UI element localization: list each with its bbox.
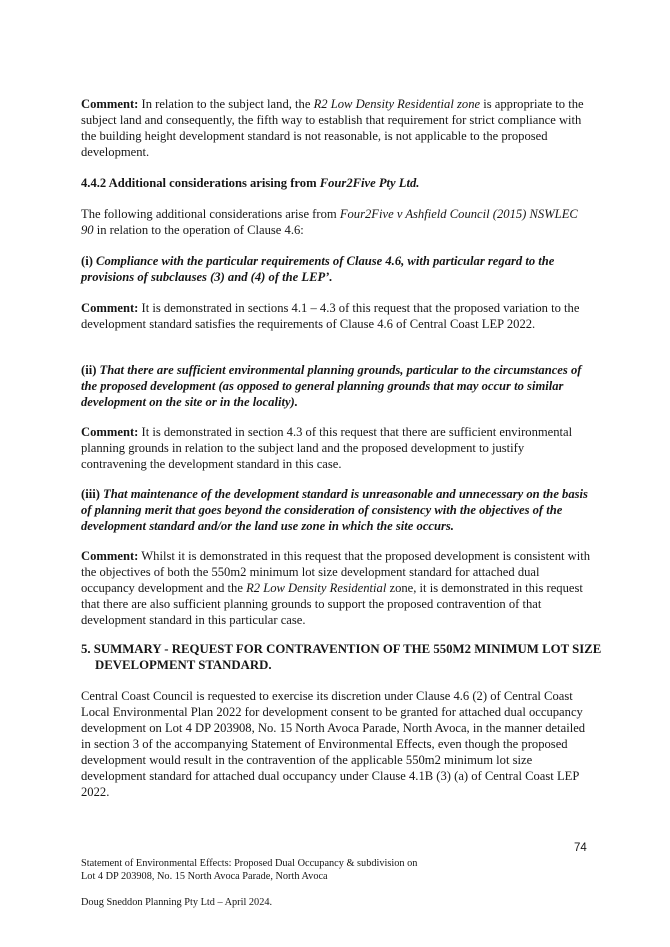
item-text: Compliance with the particular requirements of Clause 4.6, with particular regard to the provisions of subclauses (3) and (4) of the LEP’. (81, 254, 555, 284)
section-heading-5: 5. SUMMARY - REQUEST FOR CONTRAVENTION OF THE 550M2 MINIMUM LOT SIZE DEVELOPMENT STANDARD. (81, 642, 602, 672)
section-heading-4-4-2 (81, 175, 593, 191)
italic-zone-name: R2 Low Density Residential (246, 581, 387, 595)
summary-paragraph: Central Coast Council is requested to exercise its discretion under Clause 4.6 (2) of Central Coast Local Environmental Plan 2022 for development consent to be granted for attached dual occupancy development on Lot 4 DP 203908, No. 15 North Avoca Parade, North Avoca, in the manner detailed in section 3 of the accompanying Statement of Environmental Effects, even though the proposed development would result in the contravention of the applicable 550m2 minimum lot size development standard for attached dual occupancy under Clause 4.1B (3) (a) of Central Coast LEP 2022. (81, 689, 586, 799)
comment-item-iii (81, 548, 593, 628)
italic-case-citation: Four2Five v Ashfield Council (2015) NSWLEC 90 (81, 207, 578, 237)
comment-item-i (81, 300, 593, 332)
paragraph-text: in relation to the operation of Clause 4.6: (93, 223, 304, 237)
paragraph-text: It is demonstrated in sections 4.1 – 4.3 of this request that the proposed variation to the development standard satisfies the requirements of Clause 4.6 of Central Coast LEP 2022. (81, 301, 580, 331)
heading-text: 4.4.2 Additional considerations arising from (81, 176, 320, 190)
footer-line: Lot 4 DP 203908, No. 15 North Avoca Parade, North Avoca (81, 871, 328, 882)
considerations-intro-paragraph (81, 206, 593, 238)
comment-label: Comment: (81, 549, 139, 563)
item-number: (iii) (81, 487, 104, 501)
item-number: (i) (81, 254, 97, 268)
item-text: That there are sufficient environmental planning grounds, particular to the circumstances of the proposed development (as opposed to general planning grounds that may occur to similar development on the site or in the locality). (81, 363, 582, 409)
paragraph-text: is appropriate to the subject land and consequently, the fifth way to establish that requirement for strict compliance with the building height development standard is not reasonable, is not applicable to the proposed development. (81, 97, 584, 159)
consideration-item-ii (81, 362, 593, 410)
footer-line: Statement of Environmental Effects: Proposed Dual Occupancy & subdivision on (81, 858, 418, 869)
item-text: That maintenance of the development standard is unreasonable and unnecessary on the basis of planning merit that goes beyond the consideration of consistency with the objectives of the development standard and/or the land use zone in which the site occurs. (81, 487, 588, 533)
consideration-item-i (81, 253, 593, 285)
footer-author: Doug Sneddon Planning Pty Ltd – April 2024. (81, 897, 273, 908)
comment-item-ii (81, 424, 593, 472)
paragraph-text: zone, it is demonstrated in this request that there are also sufficient planning grounds to support the proposed contravention of that development standard in this particular case. (81, 581, 583, 627)
page-number: 74 (574, 842, 587, 854)
item-number: (ii) (81, 363, 100, 377)
heading-italic-company: Four2Five Pty Ltd. (319, 176, 420, 190)
paragraph-text: In relation to the subject land, the (138, 97, 314, 111)
paragraph-text: The following additional considerations arise from (81, 207, 340, 221)
consideration-item-iii (81, 486, 593, 534)
italic-zone-name: R2 Low Density Residential zone (313, 97, 481, 111)
paragraph-text: It is demonstrated in section 4.3 of this request that there are sufficient environmental planning grounds in relation to the subject land and the proposed development to justify contravening the development standard in this case. (81, 425, 573, 471)
comment-label: Comment: (81, 425, 139, 439)
paragraph-text: Whilst it is demonstrated in this request that the proposed development is consistent with the objectives of both the 550m2 minimum lot size development standard for attached dual occupancy development and the (81, 549, 591, 595)
comment-r2-zone-paragraph (81, 96, 593, 160)
comment-label: Comment: (81, 97, 139, 111)
comment-label: Comment: (81, 301, 139, 315)
